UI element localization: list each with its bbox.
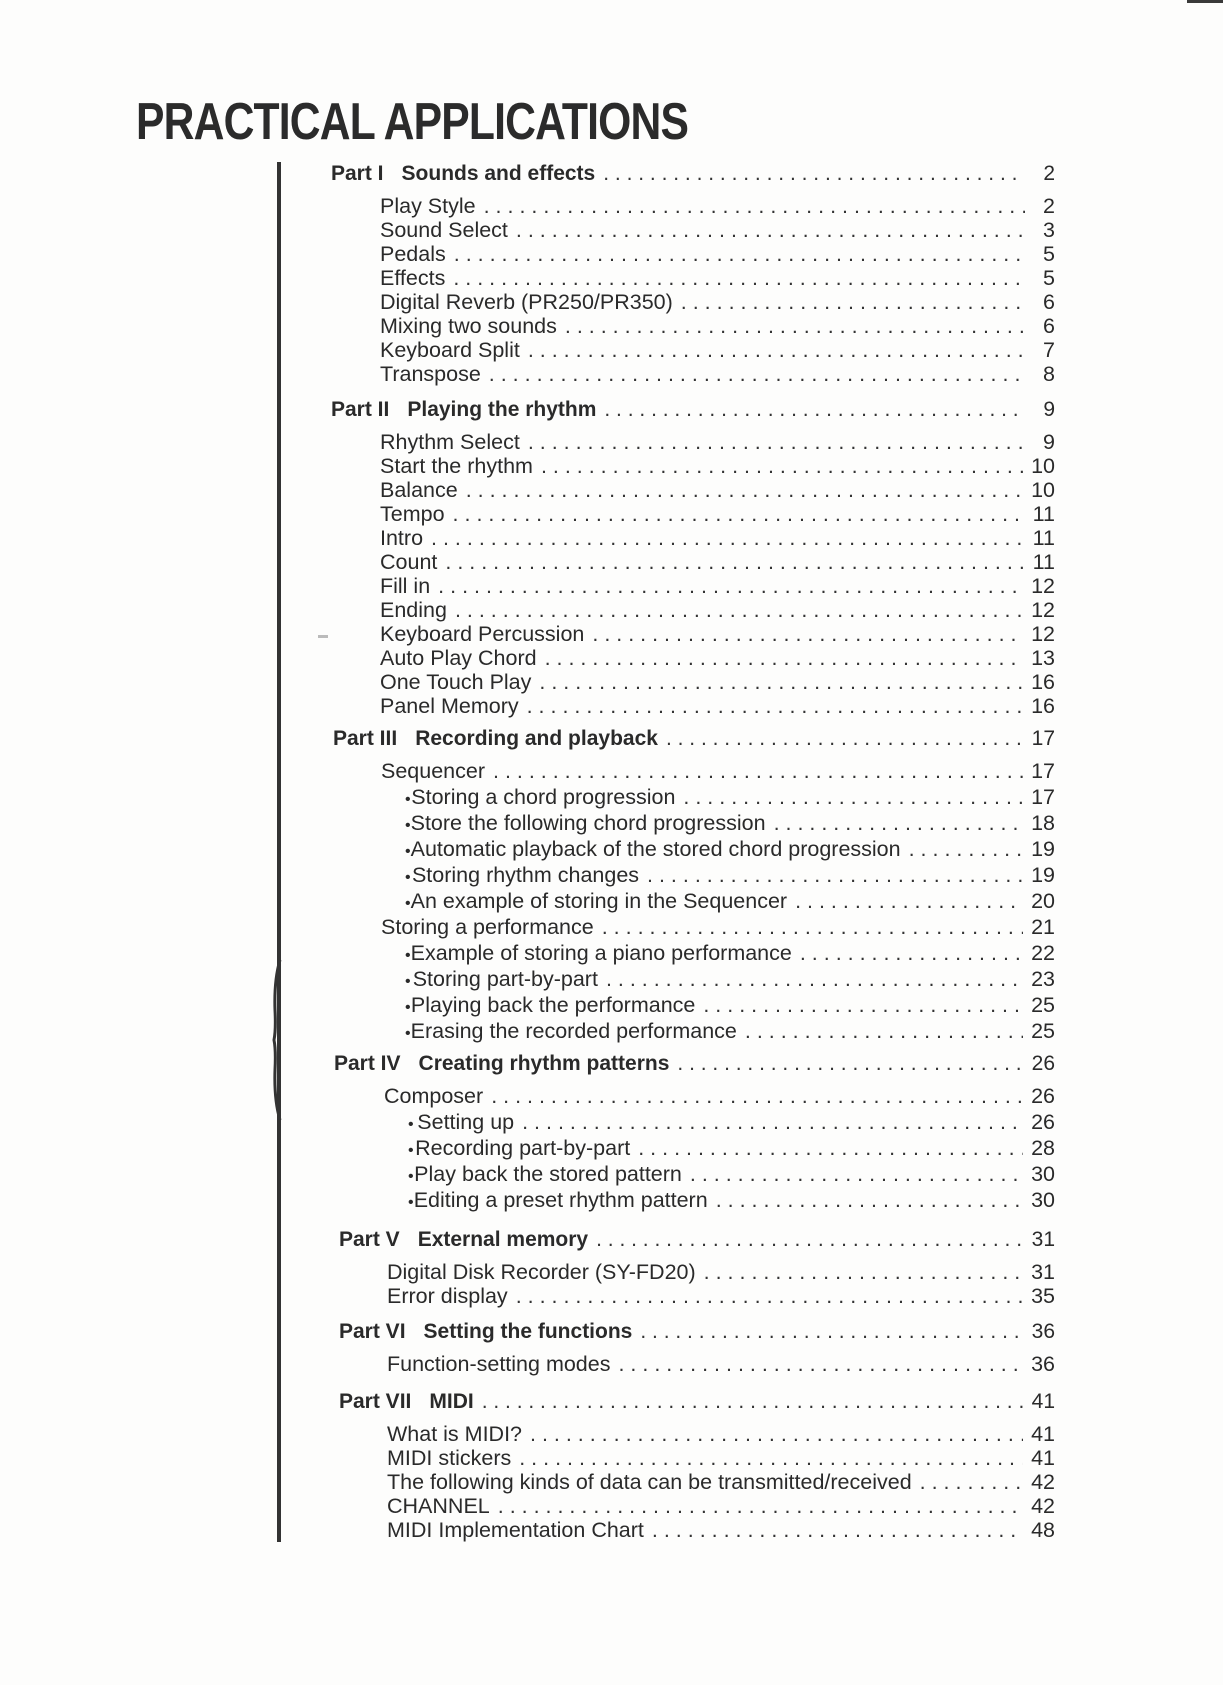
page-number: 11 xyxy=(1032,526,1055,550)
page-number: 35 xyxy=(1031,1284,1055,1308)
dot-leader xyxy=(920,1470,1023,1494)
item-label: Function-setting modes xyxy=(387,1352,611,1376)
item-label: MIDI Implementation Chart xyxy=(387,1518,644,1542)
page-number: 30 xyxy=(1031,1188,1055,1212)
page-number: 30 xyxy=(1031,1162,1055,1186)
dot-leader xyxy=(604,398,1025,422)
page-number: 8 xyxy=(1043,362,1055,386)
toc-subitem-entry[interactable] xyxy=(408,1136,1055,1160)
toc-item-entry[interactable] xyxy=(380,502,1055,526)
page-number: 19 xyxy=(1031,837,1055,861)
item-label: Sequencer xyxy=(381,759,485,783)
item-label: Error display xyxy=(387,1284,508,1308)
toc-part-entry[interactable] xyxy=(331,398,1055,422)
toc-item-entry[interactable] xyxy=(387,1494,1055,1518)
page-number: 5 xyxy=(1043,266,1055,290)
dot-leader xyxy=(516,1284,1023,1308)
page-number: 31 xyxy=(1031,1260,1055,1284)
page-number: 41 xyxy=(1031,1390,1055,1413)
item-label: Storing part-by-part xyxy=(412,967,598,991)
dot-leader xyxy=(541,454,1023,478)
dot-leader xyxy=(774,811,1024,835)
toc-subitem-entry[interactable] xyxy=(408,1188,1055,1212)
item-label: Mixing two sounds xyxy=(380,314,557,338)
bullet-icon: • xyxy=(405,1025,411,1042)
page-number: 41 xyxy=(1031,1422,1055,1446)
part-number: Part V xyxy=(339,1228,400,1251)
dot-leader xyxy=(438,574,1023,598)
part-title: Recording and playback xyxy=(415,727,658,750)
item-label: Count xyxy=(380,550,438,574)
bullet-icon: • xyxy=(408,1142,414,1159)
page-number: 21 xyxy=(1031,915,1055,939)
page-number: 25 xyxy=(1031,1019,1055,1043)
dot-leader xyxy=(445,550,1024,574)
item-label: Auto Play Chord xyxy=(380,646,537,670)
part-title: Sounds and effects xyxy=(401,162,596,185)
page-number: 23 xyxy=(1031,967,1055,991)
bullet-icon: • xyxy=(405,817,411,834)
page-number: 18 xyxy=(1031,811,1055,835)
item-label: Keyboard Percussion xyxy=(380,622,585,646)
page-number: 31 xyxy=(1031,1228,1055,1251)
toc-item-entry[interactable] xyxy=(380,550,1055,574)
item-label: Pedals xyxy=(380,242,446,266)
toc-part-entry[interactable] xyxy=(339,1320,1055,1344)
dot-leader xyxy=(489,362,1025,386)
toc-subitem-entry[interactable] xyxy=(408,1110,1055,1134)
page-number: 41 xyxy=(1031,1446,1055,1470)
dot-leader xyxy=(909,837,1023,861)
item-label: Playing back the performance xyxy=(410,993,696,1017)
item-label: Balance xyxy=(380,478,458,502)
page-number: 42 xyxy=(1031,1470,1055,1494)
dot-leader xyxy=(491,1084,1023,1108)
part-number: Part VI xyxy=(339,1320,406,1343)
dot-leader xyxy=(745,1019,1023,1043)
dot-leader xyxy=(516,218,1025,242)
dot-leader xyxy=(498,1494,1023,1518)
item-label: Transpose xyxy=(380,362,481,386)
page-number: 36 xyxy=(1031,1320,1055,1343)
bullet-icon: • xyxy=(408,1168,414,1185)
item-label: Ending xyxy=(380,598,447,622)
item-label: One Touch Play xyxy=(380,670,532,694)
item-label: Intro xyxy=(380,526,424,550)
page-title: PRACTICAL APPLICATIONS xyxy=(136,93,689,151)
bullet-icon: • xyxy=(405,843,411,860)
bullet-icon: • xyxy=(408,1116,414,1133)
dot-leader xyxy=(606,967,1023,991)
dot-leader xyxy=(530,1422,1023,1446)
dot-leader xyxy=(638,1136,1023,1160)
toc-part-entry[interactable] xyxy=(339,1228,1055,1252)
page-number: 11 xyxy=(1032,502,1055,526)
item-label: Example of storing a piano performance xyxy=(410,941,792,965)
page-number: 28 xyxy=(1031,1136,1055,1160)
toc-item-entry[interactable] xyxy=(380,218,1055,242)
toc-item-entry[interactable] xyxy=(387,1518,1055,1542)
item-label: Setting up xyxy=(417,1110,515,1134)
page-number: 7 xyxy=(1043,338,1055,362)
dot-leader xyxy=(683,785,1023,809)
toc-item-entry[interactable] xyxy=(380,362,1055,386)
toc-item-entry[interactable] xyxy=(387,1446,1055,1470)
page-number: 12 xyxy=(1031,598,1055,622)
item-label: Panel Memory xyxy=(380,694,519,718)
item-label: Play back the stored pattern xyxy=(414,1162,682,1186)
dot-leader xyxy=(677,1052,1023,1076)
item-label: Recording part-by-part xyxy=(415,1136,631,1160)
dot-leader xyxy=(618,1352,1023,1376)
part-title: MIDI xyxy=(429,1390,474,1413)
bullet-icon: • xyxy=(405,973,411,990)
dot-leader xyxy=(545,646,1024,670)
toc-item-entry[interactable] xyxy=(380,194,1055,218)
page-number: 17 xyxy=(1031,759,1055,783)
toc-item-entry[interactable] xyxy=(380,694,1055,718)
toc-subitem-entry[interactable] xyxy=(405,811,1055,835)
item-label: Rhythm Select xyxy=(380,430,520,454)
dot-leader xyxy=(466,478,1023,502)
page-number: 12 xyxy=(1031,622,1055,646)
dot-leader xyxy=(454,242,1025,266)
toc-subitem-entry[interactable] xyxy=(405,941,1055,965)
page-number: 12 xyxy=(1031,574,1055,598)
dot-leader xyxy=(455,598,1023,622)
toc-item-entry[interactable] xyxy=(380,574,1055,598)
dot-leader xyxy=(482,1390,1024,1414)
toc-item-entry[interactable] xyxy=(380,622,1055,646)
page-number: 9 xyxy=(1043,430,1055,454)
toc-subitem-entry[interactable] xyxy=(405,967,1055,991)
item-label: Play Style xyxy=(380,194,476,218)
page-number: 22 xyxy=(1031,941,1055,965)
page-number: 42 xyxy=(1031,1494,1055,1518)
dot-leader xyxy=(652,1518,1023,1542)
item-label: Sound Select xyxy=(380,218,508,242)
page-number: 26 xyxy=(1031,1052,1055,1075)
dot-leader xyxy=(539,670,1023,694)
dot-leader xyxy=(528,430,1025,454)
page-number: 20 xyxy=(1031,889,1055,913)
page-number: 19 xyxy=(1031,863,1055,887)
toc-item-entry[interactable] xyxy=(380,526,1055,550)
dot-leader xyxy=(703,993,1023,1017)
toc-item-entry[interactable] xyxy=(387,1284,1055,1308)
page-number: 6 xyxy=(1043,314,1055,338)
toc-subitem-entry[interactable] xyxy=(405,837,1055,861)
toc-item-entry[interactable] xyxy=(380,266,1055,290)
item-label: Editing a preset rhythm pattern xyxy=(413,1188,708,1212)
toc-subitem-entry[interactable] xyxy=(405,993,1055,1017)
toc-item-entry[interactable] xyxy=(380,314,1055,338)
page-number: 25 xyxy=(1031,993,1055,1017)
page-number: 16 xyxy=(1031,694,1055,718)
item-label: Storing a performance xyxy=(381,915,594,939)
dot-leader xyxy=(453,266,1025,290)
toc-item-entry[interactable] xyxy=(380,242,1055,266)
toc-part-entry[interactable] xyxy=(339,1390,1055,1414)
item-label: Store the following chord progression xyxy=(410,811,766,835)
dot-leader xyxy=(800,941,1023,965)
item-label: MIDI stickers xyxy=(387,1446,512,1470)
dot-leader xyxy=(716,1188,1023,1212)
toc-item-entry[interactable] xyxy=(381,759,1055,783)
dot-leader xyxy=(522,1110,1023,1134)
toc-part-entry[interactable] xyxy=(334,1052,1055,1076)
item-label: An example of storing in the Sequencer xyxy=(410,889,788,913)
bullet-icon: • xyxy=(405,869,411,886)
item-label: Digital Reverb (PR250/PR350) xyxy=(380,290,673,314)
toc-subitem-entry[interactable] xyxy=(405,785,1055,809)
toc-subitem-entry[interactable] xyxy=(405,863,1055,887)
part-title: Creating rhythm patterns xyxy=(418,1052,670,1075)
part-number: Part VII xyxy=(339,1390,412,1413)
dot-leader xyxy=(527,694,1023,718)
part-number: Part II xyxy=(331,398,390,421)
toc-subitem-entry[interactable] xyxy=(405,889,1055,913)
part-title: Playing the rhythm xyxy=(407,398,597,421)
page-number: 26 xyxy=(1031,1110,1055,1134)
toc-part-entry[interactable] xyxy=(331,162,1055,186)
toc-item-entry[interactable] xyxy=(387,1260,1055,1284)
toc-item-entry[interactable] xyxy=(380,290,1055,314)
page-number: 3 xyxy=(1043,218,1055,242)
item-label: Tempo xyxy=(380,502,445,526)
dot-leader xyxy=(493,759,1023,783)
dot-leader xyxy=(519,1446,1023,1470)
dot-leader xyxy=(666,727,1024,751)
toc-item-entry[interactable] xyxy=(381,915,1055,939)
toc-item-entry[interactable] xyxy=(380,670,1055,694)
part-number: Part I xyxy=(331,162,384,185)
item-label: Digital Disk Recorder (SY-FD20) xyxy=(387,1260,696,1284)
toc-item-entry[interactable] xyxy=(387,1422,1055,1446)
toc-item-entry[interactable] xyxy=(380,598,1055,622)
dot-leader xyxy=(565,314,1025,338)
page-number: 10 xyxy=(1031,454,1055,478)
toc-item-entry[interactable] xyxy=(380,646,1055,670)
page-number: 10 xyxy=(1031,478,1055,502)
item-label: CHANNEL xyxy=(387,1494,490,1518)
item-label: Storing a chord progression xyxy=(411,785,676,809)
dot-leader xyxy=(592,622,1023,646)
dot-leader xyxy=(453,502,1025,526)
bullet-icon: • xyxy=(405,791,411,808)
dot-leader xyxy=(704,1260,1023,1284)
bullet-icon: • xyxy=(405,947,411,964)
part-number: Part III xyxy=(333,727,398,750)
dot-leader xyxy=(681,290,1025,314)
page-number: 6 xyxy=(1043,290,1055,314)
page-number: 36 xyxy=(1031,1352,1055,1376)
toc-item-entry[interactable] xyxy=(380,338,1055,362)
dot-leader xyxy=(690,1162,1023,1186)
item-label: Start the rhythm xyxy=(380,454,533,478)
toc-item-entry[interactable] xyxy=(380,454,1055,478)
item-label: Composer xyxy=(384,1084,484,1108)
toc-subitem-entry[interactable] xyxy=(408,1162,1055,1186)
item-label: Keyboard Split xyxy=(380,338,520,362)
item-label: Fill in xyxy=(380,574,431,598)
item-label: Automatic playback of the stored chord progression xyxy=(410,837,901,861)
page-number: 2 xyxy=(1043,162,1055,185)
page-number: 9 xyxy=(1043,398,1055,421)
toc-part-entry[interactable] xyxy=(333,727,1055,751)
dot-leader xyxy=(647,863,1023,887)
page-number: 17 xyxy=(1031,727,1055,750)
dot-leader xyxy=(431,526,1025,550)
dot-leader xyxy=(528,338,1025,362)
page-number: 13 xyxy=(1031,646,1055,670)
part-title: Setting the functions xyxy=(423,1320,633,1343)
bullet-icon: • xyxy=(405,895,411,912)
bullet-icon: • xyxy=(405,999,411,1016)
page-number: 11 xyxy=(1032,550,1055,574)
toc-item-entry[interactable] xyxy=(380,430,1055,454)
dot-leader xyxy=(603,162,1025,186)
part-number: Part IV xyxy=(334,1052,401,1075)
toc-item-entry[interactable] xyxy=(387,1352,1055,1376)
item-label: The following kinds of data can be transmitted/received xyxy=(387,1470,912,1494)
bullet-icon: • xyxy=(408,1194,414,1211)
toc-item-entry[interactable] xyxy=(380,478,1055,502)
item-label: Erasing the recorded performance xyxy=(410,1019,737,1043)
item-label: What is MIDI? xyxy=(387,1422,522,1446)
page-number: 16 xyxy=(1031,670,1055,694)
dot-leader xyxy=(484,194,1025,218)
toc-subitem-entry[interactable] xyxy=(405,1019,1055,1043)
dot-leader xyxy=(640,1320,1023,1344)
page-number: 17 xyxy=(1031,785,1055,809)
dot-leader xyxy=(596,1228,1024,1252)
page-number: 5 xyxy=(1043,242,1055,266)
part-title: External memory xyxy=(417,1228,589,1251)
dot-leader xyxy=(602,915,1023,939)
toc-item-entry[interactable] xyxy=(384,1084,1055,1108)
page-number: 26 xyxy=(1031,1084,1055,1108)
dot-leader xyxy=(795,889,1023,913)
item-label: Effects xyxy=(380,266,446,290)
toc-item-entry[interactable] xyxy=(387,1470,1055,1494)
page-number: 48 xyxy=(1031,1518,1055,1542)
page-number: 2 xyxy=(1043,194,1055,218)
item-label: Storing rhythm changes xyxy=(411,863,640,887)
